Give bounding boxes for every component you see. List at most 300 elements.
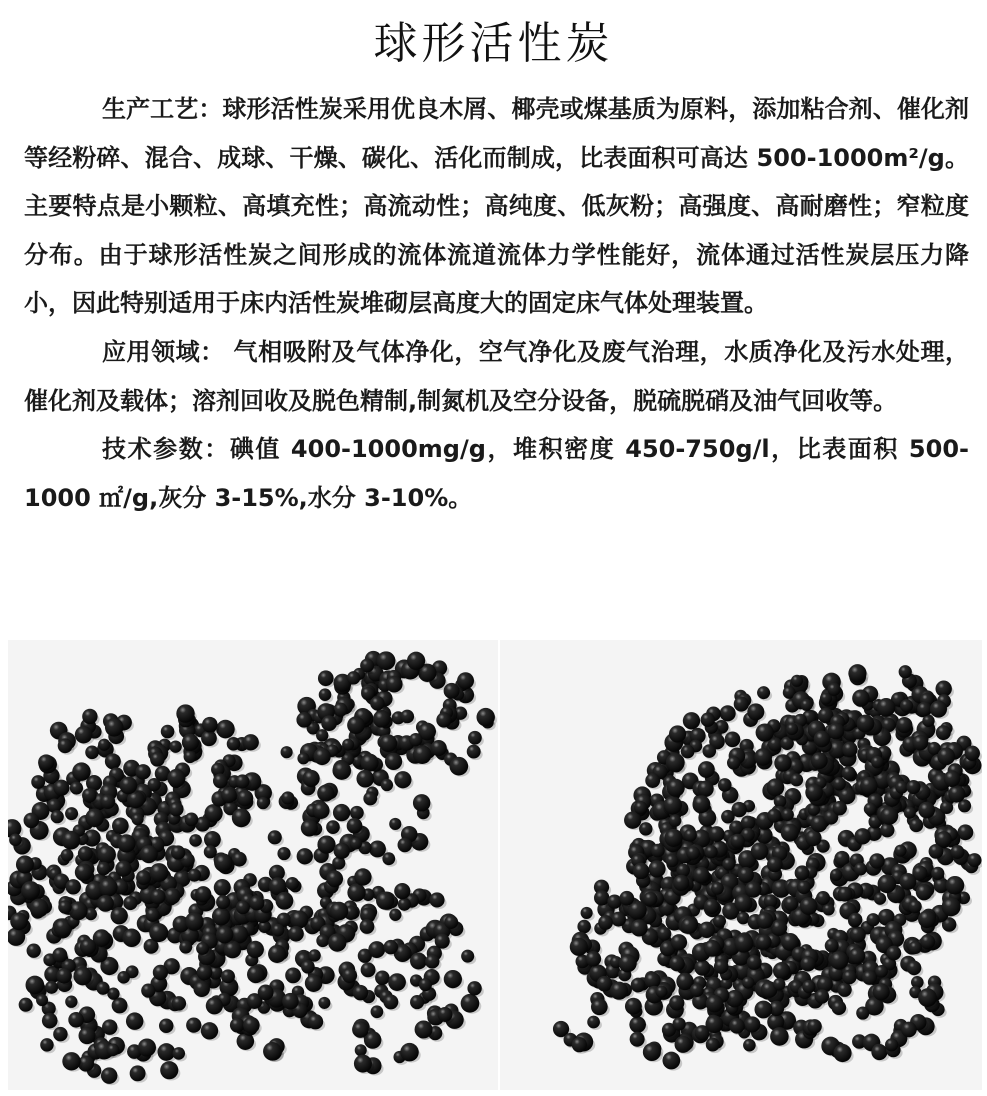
carbon-bead <box>227 737 241 751</box>
carbon-bead <box>856 1006 869 1019</box>
carbon-bead <box>65 996 77 1008</box>
carbon-bead <box>153 965 168 980</box>
carbon-bead <box>665 854 678 867</box>
carbon-bead <box>82 788 97 803</box>
carbon-bead <box>371 1005 384 1018</box>
carbon-bead <box>671 934 687 950</box>
carbon-bead <box>356 770 374 788</box>
carbon-bead <box>105 718 124 737</box>
carbon-bead <box>631 978 646 993</box>
carbon-bead <box>757 686 770 699</box>
carbon-bead <box>301 960 315 974</box>
carbon-bead <box>830 951 848 969</box>
carbon-bead <box>413 745 432 764</box>
carbon-bead <box>655 986 667 998</box>
carbon-bead <box>743 1039 756 1052</box>
carbon-bead <box>727 756 741 770</box>
carbon-bead <box>235 774 249 788</box>
carbon-bead <box>126 1012 143 1029</box>
carbon-bead <box>236 900 250 914</box>
carbon-bead <box>832 1000 847 1015</box>
carbon-bead <box>895 781 908 794</box>
carbon-bead <box>196 942 209 955</box>
carbon-bead <box>444 915 458 929</box>
carbon-bead <box>662 1052 680 1070</box>
carbon-bead <box>854 828 870 844</box>
carbon-bead <box>38 754 54 770</box>
carbon-bead <box>317 785 334 802</box>
carbon-bead <box>361 962 376 977</box>
carbon-bead <box>313 748 330 765</box>
carbon-bead <box>53 780 69 796</box>
carbon-bead <box>697 781 713 797</box>
carbon-bead <box>160 1061 178 1079</box>
carbon-bead <box>62 1052 80 1070</box>
carbon-bead <box>916 884 932 900</box>
carbon-bead <box>764 894 778 908</box>
carbon-bead <box>673 875 689 891</box>
carbon-bead <box>665 829 683 847</box>
carbon-bead <box>318 997 330 1009</box>
carbon-bead <box>167 769 185 787</box>
carbon-bead <box>333 804 350 821</box>
carbon-bead <box>132 813 144 825</box>
carbon-bead <box>347 671 360 684</box>
carbon-bead <box>899 665 912 678</box>
carbon-bead <box>625 998 642 1015</box>
carbon-bead <box>786 723 798 735</box>
carbon-bead <box>734 934 753 953</box>
carbon-bead <box>476 708 494 726</box>
carbon-bead <box>807 1019 822 1034</box>
carbon-bead <box>634 801 647 814</box>
carbon-bead <box>734 696 749 711</box>
carbon-bead <box>85 808 104 827</box>
carbon-bead <box>332 761 351 780</box>
carbon-bead <box>718 778 732 792</box>
carbon-bead <box>643 1043 661 1061</box>
carbon-bead <box>967 853 981 867</box>
carbon-bead <box>159 1019 174 1034</box>
carbon-bead <box>814 731 831 748</box>
carbon-bead <box>816 891 830 905</box>
carbon-bead <box>98 739 110 751</box>
carbon-bead <box>303 770 320 787</box>
carbon-bead <box>461 950 474 963</box>
carbon-bead <box>745 881 762 898</box>
carbon-bead <box>115 860 131 876</box>
carbon-bead <box>182 734 199 751</box>
carbon-bead <box>701 713 715 727</box>
carbon-bead <box>894 845 906 857</box>
carbon-bead <box>105 753 121 769</box>
carbon-bead <box>107 1044 120 1057</box>
carbon-bead <box>773 962 790 979</box>
carbon-bead <box>842 766 856 780</box>
carbon-bead <box>257 797 269 809</box>
carbon-bead <box>877 698 896 717</box>
carbon-bead <box>435 934 450 949</box>
carbon-bead <box>146 908 160 922</box>
carbon-bead <box>381 779 393 791</box>
carbon-bead <box>946 876 965 895</box>
carbon-bead <box>698 761 715 778</box>
carbon-bead <box>282 993 299 1010</box>
carbon-bead <box>79 1027 96 1044</box>
carbon-bead <box>318 670 334 686</box>
carbon-bead <box>409 733 422 746</box>
carbon-bead <box>9 834 22 847</box>
carbon-bead <box>937 747 955 765</box>
carbon-bead <box>862 970 877 985</box>
carbon-bead <box>169 802 184 817</box>
carbon-bead <box>290 910 308 928</box>
carbon-bead <box>774 754 791 771</box>
carbon-bead <box>767 857 783 873</box>
carbon-bead <box>683 712 700 729</box>
carbon-bead <box>42 1013 58 1029</box>
product-photos <box>0 640 987 1096</box>
paragraph-applications: 应用领域： 气相吸附及气体净化，空气净化及废气治理，水质净化及污水处理，催化剂及载体；溶剂回收及脱色精制,制氮机及空分设备，脱硫脱硝及油气回收等。 <box>24 337 969 415</box>
carbon-bead <box>693 795 711 813</box>
carbon-bead <box>864 803 877 816</box>
carbon-bead <box>429 892 444 907</box>
carbon-bead <box>587 1016 600 1029</box>
carbon-bead <box>702 744 716 758</box>
carbon-bead <box>347 716 365 734</box>
carbon-bead <box>686 846 700 860</box>
carbon-bead <box>313 802 330 819</box>
carbon-bead <box>342 968 357 983</box>
carbon-bead <box>669 956 684 971</box>
carbon-bead <box>805 784 823 802</box>
carbon-bead <box>904 807 916 819</box>
carbon-bead <box>854 863 867 876</box>
carbon-bead <box>321 715 337 731</box>
carbon-bead <box>68 1012 84 1028</box>
carbon-bead <box>725 732 741 748</box>
carbon-bead <box>773 978 785 990</box>
carbon-bead <box>675 1036 692 1053</box>
carbon-bead <box>27 944 41 958</box>
carbon-bead <box>415 1020 433 1038</box>
carbon-bead <box>869 853 884 868</box>
carbon-bead <box>316 934 329 947</box>
carbon-bead <box>598 915 613 930</box>
carbon-bead <box>643 892 657 906</box>
carbon-bead <box>684 829 697 842</box>
carbon-bead <box>214 853 233 872</box>
carbon-bead <box>790 773 803 786</box>
carbon-bead <box>738 867 754 883</box>
carbon-bead <box>709 826 725 842</box>
carbon-bead <box>275 892 293 910</box>
carbon-bead <box>140 845 158 863</box>
carbon-bead <box>10 912 28 930</box>
carbon-bead <box>138 1038 156 1056</box>
carbon-bead <box>40 1038 54 1052</box>
carbon-bead <box>258 984 274 1000</box>
carbon-bead <box>141 983 155 997</box>
carbon-bead <box>878 874 897 893</box>
carbon-bead <box>204 831 221 848</box>
carbon-bead <box>268 830 282 844</box>
carbon-bead <box>389 909 401 921</box>
carbon-bead <box>136 870 151 885</box>
carbon-bead <box>398 838 413 853</box>
page-title: 球形活性炭 <box>373 18 614 69</box>
carbon-bead <box>706 995 724 1013</box>
carbon-bead <box>97 895 114 912</box>
carbon-bead <box>400 1043 418 1061</box>
carbon-bead <box>857 715 875 733</box>
carbon-bead <box>352 1021 369 1038</box>
carbon-bead <box>651 844 665 858</box>
carbon-bead <box>860 777 878 795</box>
product-photo-right <box>500 640 982 1090</box>
carbon-bead <box>363 792 377 806</box>
carbon-bead <box>751 842 769 860</box>
carbon-bead <box>355 1044 367 1056</box>
carbon-bead <box>171 845 185 859</box>
carbon-bead <box>216 926 233 943</box>
carbon-bead <box>886 946 901 961</box>
carbon-bead <box>130 1065 146 1081</box>
carbon-bead <box>112 817 129 834</box>
carbon-bead <box>382 852 395 865</box>
carbon-bead <box>830 869 842 881</box>
paragraph-process: 生产工艺：球形活性炭采用优良木屑、椰壳或煤基质为原料，添加粘合剂、催化剂等经粉碎、混合、成球、干燥、碳化、活化而制成，比表面积可高达 500-1000m²/g。主要特点是小颗粒、高填充性；高流动性；高纯度、低灰粉；高强度、高耐磨性；窄粒度分布。由于球形活性炭之间形成的流体流道流体力学性能好，流体通过活性炭层压力降小，因此特别适用于床内活性炭堆砌层高度大的固定床气体处理装置。 <box>24 95 969 318</box>
carbon-bead <box>849 913 863 927</box>
carbon-bead <box>667 779 685 797</box>
carbon-bead <box>243 1017 260 1034</box>
carbon-bead <box>122 929 140 947</box>
carbon-bead <box>179 941 192 954</box>
carbon-bead <box>195 886 211 902</box>
carbon-bead <box>158 1043 176 1061</box>
carbon-bead <box>410 995 424 1009</box>
carbon-bead <box>457 672 474 689</box>
carbon-bead <box>58 900 72 914</box>
carbon-bead <box>150 863 169 882</box>
carbon-bead <box>373 710 391 728</box>
carbon-bead <box>70 781 83 794</box>
carbon-bead <box>221 969 235 983</box>
carbon-bead <box>394 883 410 899</box>
carbon-bead <box>243 734 259 750</box>
carbon-bead <box>65 807 78 820</box>
carbon-bead <box>431 740 447 756</box>
carbon-bead <box>867 913 880 926</box>
carbon-bead <box>376 891 394 909</box>
carbon-bead <box>833 777 846 790</box>
carbon-bead <box>388 973 406 991</box>
carbon-bead <box>747 703 764 720</box>
carbon-bead <box>31 775 45 789</box>
carbon-bead <box>368 941 385 958</box>
carbon-bead <box>833 1044 851 1062</box>
carbon-bead <box>204 845 217 858</box>
carbon-bead <box>286 877 299 890</box>
carbon-bead <box>774 795 787 808</box>
carbon-bead <box>169 740 181 752</box>
carbon-bead <box>767 809 781 823</box>
carbon-bead <box>756 934 771 949</box>
carbon-bead <box>572 1037 587 1052</box>
carbon-bead <box>797 880 811 894</box>
carbon-bead <box>918 910 936 928</box>
carbon-bead <box>591 998 608 1015</box>
carbon-bead <box>308 1014 323 1029</box>
carbon-bead <box>384 940 399 955</box>
carbon-bead <box>657 927 671 941</box>
carbon-bead <box>249 895 264 910</box>
carbon-bead <box>586 951 602 967</box>
carbon-bead <box>633 863 650 880</box>
carbon-bead <box>16 855 34 873</box>
carbon-bead <box>900 699 913 712</box>
carbon-bead <box>714 959 729 974</box>
carbon-bead <box>263 1042 282 1061</box>
carbon-bead <box>770 1027 789 1046</box>
carbon-bead <box>99 878 118 897</box>
carbon-bead <box>800 897 818 915</box>
carbon-bead <box>744 1016 760 1032</box>
carbon-bead <box>326 870 343 887</box>
carbon-bead <box>880 807 898 825</box>
carbon-bead <box>930 701 947 718</box>
carbon-bead <box>72 762 90 780</box>
carbon-bead <box>704 940 721 957</box>
carbon-bead <box>827 683 840 696</box>
carbon-bead <box>906 780 920 794</box>
carbon-bead <box>150 889 165 904</box>
carbon-bead <box>328 933 346 951</box>
carbon-bead <box>317 835 335 853</box>
carbon-bead <box>900 873 917 890</box>
carbon-bead <box>444 683 460 699</box>
carbon-bead <box>201 1022 218 1039</box>
carbon-bead <box>875 965 888 978</box>
carbon-bead <box>297 848 313 864</box>
carbon-bead <box>663 796 682 815</box>
carbon-bead <box>193 981 210 998</box>
carbon-bead <box>176 704 194 722</box>
carbon-bead <box>347 818 363 834</box>
carbon-bead <box>909 900 922 913</box>
carbon-bead <box>666 753 685 772</box>
carbon-bead <box>722 858 735 871</box>
carbon-bead <box>681 917 698 934</box>
carbon-bead <box>97 845 116 864</box>
carbon-bead <box>120 777 138 795</box>
carbon-bead <box>30 898 49 917</box>
carbon-bead <box>184 750 197 763</box>
carbon-bead <box>354 1055 372 1073</box>
carbon-bead <box>619 891 634 906</box>
carbon-bead <box>189 834 202 847</box>
carbon-bead <box>950 845 964 859</box>
carbon-bead <box>213 773 228 788</box>
carbon-bead <box>102 1019 117 1034</box>
carbon-bead <box>811 752 828 769</box>
carbon-bead <box>833 801 847 815</box>
carbon-bead <box>117 971 130 984</box>
carbon-bead <box>425 954 439 968</box>
carbon-bead <box>944 770 961 787</box>
carbon-bead <box>301 819 318 836</box>
carbon-bead <box>277 847 290 860</box>
carbon-bead <box>297 752 309 764</box>
carbon-bead <box>577 920 591 934</box>
carbon-bead <box>97 862 111 876</box>
carbon-bead <box>842 970 856 984</box>
carbon-bead <box>353 985 368 1000</box>
carbon-bead <box>918 988 937 1007</box>
carbon-bead <box>326 820 340 834</box>
carbon-bead <box>410 953 427 970</box>
carbon-bead <box>610 982 628 1000</box>
carbon-bead <box>206 997 223 1014</box>
carbon-bead <box>237 790 253 806</box>
carbon-bead <box>82 709 97 724</box>
carbon-bead <box>948 785 965 802</box>
carbon-bead <box>334 843 350 859</box>
carbon-bead <box>742 977 754 989</box>
carbon-bead <box>874 893 886 905</box>
carbon-bead <box>247 941 264 958</box>
carbon-bead <box>711 882 724 895</box>
carbon-bead <box>101 1067 117 1083</box>
carbon-bead <box>394 771 411 788</box>
carbon-bead <box>747 955 762 970</box>
carbon-bead <box>754 1001 772 1019</box>
carbon-bead <box>920 934 935 949</box>
carbon-bead <box>58 738 73 753</box>
carbon-bead <box>268 945 286 963</box>
carbon-bead <box>912 735 928 751</box>
carbon-bead <box>230 1018 245 1033</box>
carbon-bead <box>825 939 839 953</box>
carbon-bead <box>188 869 201 882</box>
carbon-bead <box>936 725 951 740</box>
carbon-bead <box>467 745 481 759</box>
carbon-bead <box>795 866 810 881</box>
carbon-bead <box>78 846 93 861</box>
carbon-bead <box>172 996 186 1010</box>
carbon-bead <box>842 742 857 757</box>
carbon-bead <box>389 818 401 830</box>
carbon-bead <box>370 696 384 710</box>
carbon-bead <box>149 923 168 942</box>
carbon-bead <box>85 746 99 760</box>
carbon-bead <box>931 867 944 880</box>
carbon-bead <box>800 699 812 711</box>
carbon-bead <box>693 867 710 884</box>
carbon-bead <box>185 912 203 930</box>
carbon-bead <box>214 879 231 896</box>
carbon-bead <box>281 791 294 804</box>
carbon-bead <box>852 689 869 706</box>
carbon-bead <box>942 897 961 916</box>
carbon-bead <box>581 907 593 919</box>
carbon-bead <box>917 702 932 717</box>
carbon-bead <box>288 926 304 942</box>
carbon-bead <box>672 1017 685 1030</box>
carbon-bead <box>350 806 364 820</box>
carbon-bead <box>909 941 922 954</box>
carbon-bead <box>385 753 402 770</box>
